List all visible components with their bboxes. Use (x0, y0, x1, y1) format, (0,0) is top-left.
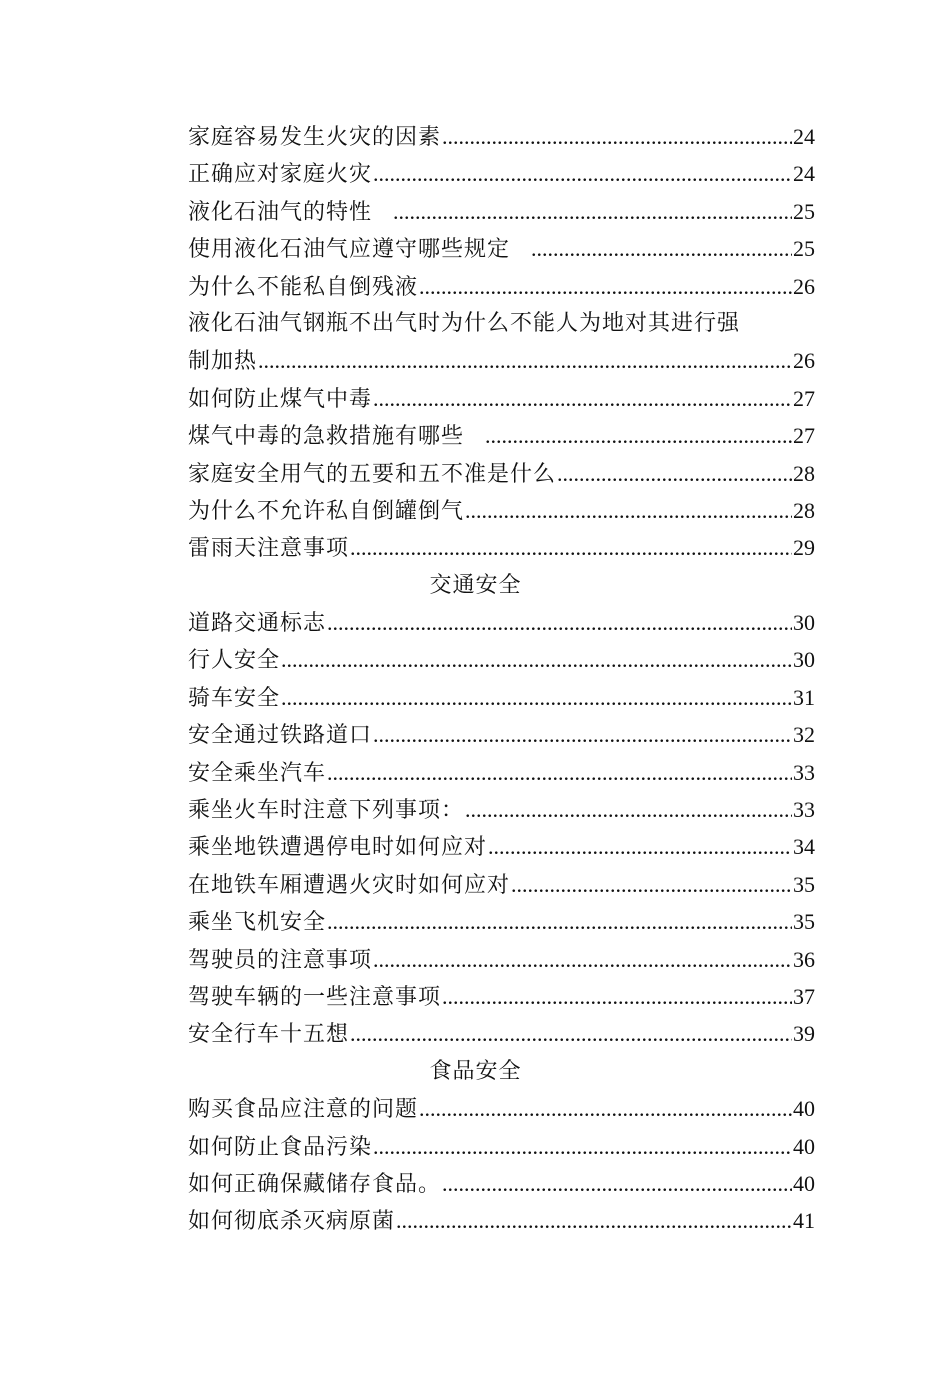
toc-entry-page: 41 (793, 1208, 815, 1234)
toc-entry-title: 液化石油气的特性 (188, 199, 373, 225)
toc-entry-page: 40 (793, 1133, 815, 1159)
toc-leader-dots (327, 903, 792, 940)
toc-entry-page: 27 (793, 385, 815, 411)
toc-leader-dots (327, 754, 792, 791)
toc-entry[interactable] (188, 455, 815, 492)
toc-entry-title: 如何正确保藏储存食品。 (188, 1171, 442, 1197)
toc-entry-title: 家庭安全用气的五要和五不准是什么 (188, 461, 557, 487)
toc-entry[interactable] (188, 118, 815, 155)
toc-entry[interactable] (188, 866, 815, 903)
toc-entry-title: 行人安全 (188, 648, 281, 674)
toc-entry[interactable] (188, 791, 815, 828)
toc-entry[interactable] (188, 1128, 815, 1165)
toc-entry-title: 制加热 (188, 349, 258, 375)
toc-entry-title: 乘坐火车时注意下列事项： (188, 798, 465, 824)
toc-leader-dots (531, 230, 792, 267)
toc-entry-page: 28 (793, 460, 815, 486)
toc-entry-title: 乘坐地铁遭遇停电时如何应对 (188, 835, 488, 861)
toc-leader-dots (258, 342, 792, 379)
toc-entry[interactable] (188, 1090, 815, 1127)
toc-entry[interactable] (188, 1202, 815, 1239)
toc-entry-title: 为什么不能私自倒残液 (188, 274, 419, 300)
toc-entry[interactable] (188, 417, 815, 454)
toc-leader-dots (442, 978, 792, 1015)
toc-entry[interactable] (188, 492, 815, 529)
toc-entry-title: 在地铁车厢遭遇火灾时如何应对 (188, 872, 511, 898)
toc-leader-dots (465, 791, 792, 828)
toc-leader-dots (485, 417, 792, 454)
toc-entry-page: 26 (793, 348, 815, 374)
toc-leader-dots (393, 193, 792, 230)
toc-entry-page: 39 (793, 1021, 815, 1047)
toc-entry-title: 如何彻底杀灭病原菌 (188, 1209, 396, 1235)
toc-entry-title: 煤气中毒的急救措施有哪些 (188, 424, 465, 450)
toc-leader-dots (557, 455, 792, 492)
toc-entry-wrapped-line2[interactable] (188, 342, 815, 379)
toc-leader-dots (511, 866, 792, 903)
toc-entry-page: 33 (793, 797, 815, 823)
toc-entry-title: 液化石油气钢瓶不出气时为什么不能人为地对其进行强 (188, 310, 741, 336)
toc-entry-page: 27 (793, 423, 815, 449)
toc-leader-dots (396, 1202, 792, 1239)
toc-entry-page: 35 (793, 909, 815, 935)
toc-leader-dots (327, 604, 792, 641)
toc-entry-title: 如何防止煤气中毒 (188, 386, 373, 412)
toc-leader-dots (350, 1015, 792, 1052)
toc-entry-title: 正确应对家庭火灾 (188, 162, 373, 188)
toc-entry-page: 30 (793, 610, 815, 636)
toc-entry[interactable] (188, 529, 815, 566)
toc-entry[interactable] (188, 380, 815, 417)
toc-entry-wrapped-line1[interactable] (188, 305, 815, 342)
toc-leader-dots (465, 492, 792, 529)
toc-entry-page: 24 (793, 161, 815, 187)
toc-leader-dots (281, 679, 792, 716)
toc-leader-dots (442, 118, 792, 155)
toc-entry-page: 24 (793, 124, 815, 149)
toc-entry[interactable] (188, 903, 815, 940)
toc-entry[interactable] (188, 1165, 815, 1202)
toc-entry[interactable] (188, 230, 815, 267)
toc-entry-page: 35 (793, 871, 815, 897)
toc-entry-title: 乘坐飞机安全 (188, 910, 327, 936)
toc-entry[interactable] (188, 155, 815, 192)
toc-entry[interactable] (188, 193, 815, 230)
toc-entry-page: 37 (793, 983, 815, 1009)
toc-entry-title: 驾驶车辆的一些注意事项 (188, 984, 442, 1010)
toc-entry-page: 40 (793, 1170, 815, 1196)
section-heading-traffic: 交通安全 (429, 572, 522, 598)
toc-leader-dots (488, 828, 792, 865)
toc-entry[interactable] (188, 716, 815, 753)
toc-entry-page: 33 (793, 759, 815, 785)
toc-leader-dots (373, 941, 792, 978)
toc-leader-dots (442, 1165, 792, 1202)
toc-entry-page: 40 (793, 1096, 815, 1122)
toc-entry[interactable] (188, 941, 815, 978)
toc-entry-title: 如何防止食品污染 (188, 1134, 373, 1160)
toc-entry[interactable] (188, 679, 815, 716)
toc-leader-dots (373, 155, 792, 192)
toc-entry-page: 29 (793, 535, 815, 561)
toc-entry-title: 骑车安全 (188, 685, 281, 711)
toc-entry-page: 30 (793, 647, 815, 673)
toc-leader-dots (419, 268, 792, 305)
toc-leader-dots (373, 380, 792, 417)
toc-entry-page: 34 (793, 834, 815, 860)
toc-entry-title: 家庭容易发生火灾的因素 (188, 125, 442, 150)
toc-entry-title: 安全行车十五想 (188, 1022, 350, 1048)
toc-leader-dots (373, 716, 792, 753)
toc-entry-page: 36 (793, 946, 815, 972)
toc-entry-title: 道路交通标志 (188, 611, 327, 637)
toc-entry[interactable] (188, 828, 815, 865)
toc-entry-page: 32 (793, 722, 815, 748)
toc-entry-title: 购买食品应注意的问题 (188, 1097, 419, 1123)
toc-leader-dots (281, 641, 792, 678)
toc-entry[interactable] (188, 978, 815, 1015)
toc-entry-title: 安全乘坐汽车 (188, 760, 327, 786)
table-of-contents (188, 118, 815, 1240)
toc-entry-page: 25 (793, 236, 815, 262)
toc-entry[interactable] (188, 604, 815, 641)
toc-entry-title: 为什么不允许私自倒罐倒气 (188, 498, 465, 524)
toc-entry[interactable] (188, 268, 815, 305)
toc-entry[interactable] (188, 754, 815, 791)
toc-entry-page: 31 (793, 684, 815, 710)
toc-entry-title: 安全通过铁路道口 (188, 723, 373, 749)
section-heading-food: 食品安全 (429, 1058, 522, 1084)
toc-entry-page: 26 (793, 273, 815, 299)
toc-entry-title: 雷雨天注意事项 (188, 536, 350, 562)
toc-leader-dots (419, 1090, 792, 1127)
toc-entry-page: 25 (793, 198, 815, 224)
toc-leader-dots (350, 529, 792, 566)
toc-entry[interactable] (188, 1015, 815, 1052)
toc-entry-title: 驾驶员的注意事项 (188, 947, 373, 973)
toc-entry-title: 使用液化石油气应遵守哪些规定 (188, 237, 511, 263)
toc-entry-page: 28 (793, 497, 815, 523)
toc-entry[interactable] (188, 641, 815, 678)
toc-leader-dots (373, 1128, 792, 1165)
